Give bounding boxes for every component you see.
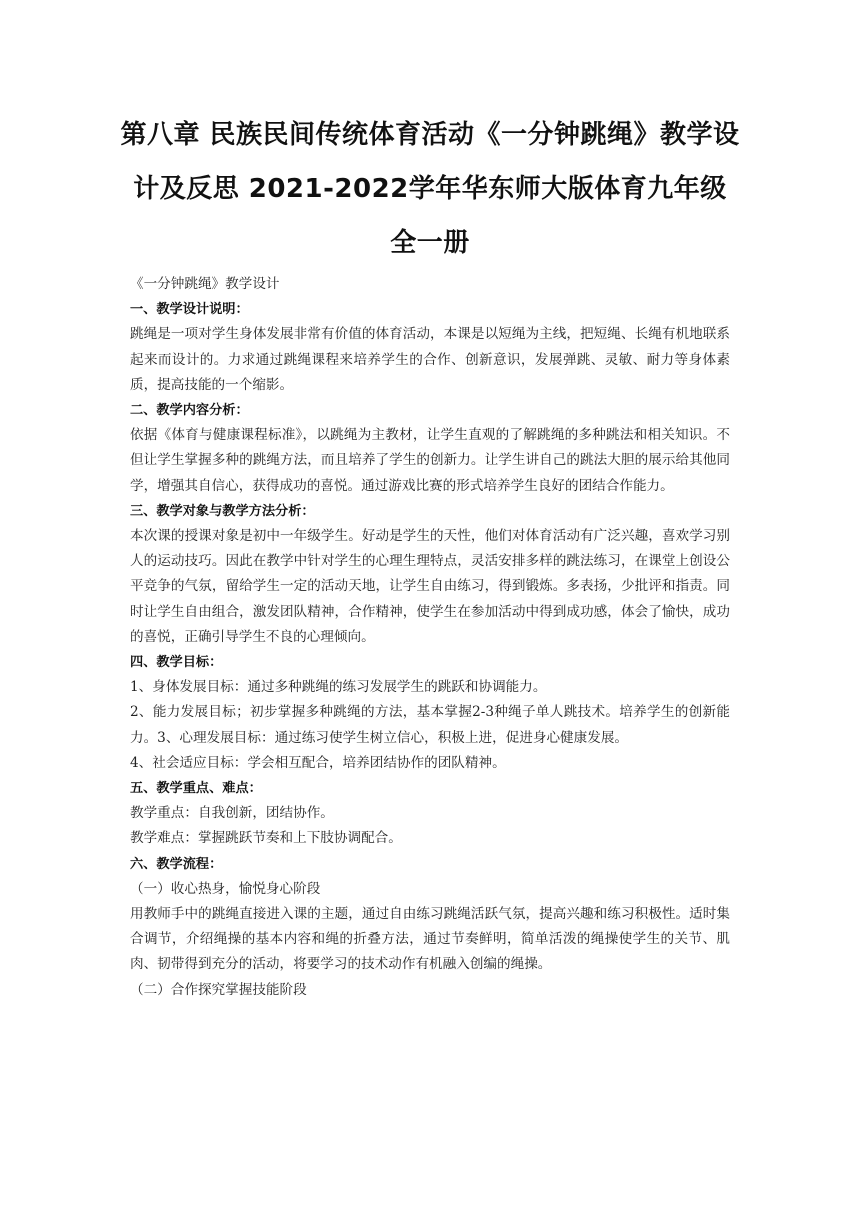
document-body [130, 272, 730, 1003]
section-4-paragraph-3: 4、社会适应目标：学会相互配合，培养团结协作的团队精神。 [130, 754, 506, 771]
section-heading-1: 一、教学设计说明： [130, 302, 249, 318]
section-6-paragraph-3: （二）合作探究掌握技能阶段 [130, 981, 307, 998]
section-heading-4: 四、教学目标： [130, 655, 223, 671]
document-subtitle: 《一分钟跳绳》教学设计 [130, 276, 280, 292]
section-heading-6: 六、教学流程： [130, 856, 223, 872]
section-2-paragraph-1: 依据《体育与健康课程标准》，以跳绳为主教材，让学生直观的了解跳绳的多种跳法和相关知识。不但让学生掌握多种的跳绳方法，而且培养了学生的创新力。让学生讲自己的跳法大胆的展示给其他同学，增强其自信心，获得成功的喜悦。通过游戏比赛的形式培养学生良好的团结合作能力。 [130, 427, 730, 494]
section-heading-3: 三、教学对象与教学方法分析： [130, 503, 315, 519]
section-6-paragraph-1: （一）收心热身，愉悦身心阶段 [130, 880, 321, 897]
section-5-paragraph-1: 教学重点：自我创新，团结协作。 [130, 805, 334, 822]
section-heading-5: 五、教学重点、难点： [130, 781, 262, 797]
document-title: 第八章 民族民间传统体育活动《一分钟跳绳》教学设计及反思 2021-2022学年华东师大版体育九年级全一册 [120, 120, 740, 258]
section-4-paragraph-2: 2、能力发展目标；初步掌握多种跳绳的方法，基本掌握2-3种绳子单人跳技术。培养学生的创新能力。3、心理发展目标：通过练习使学生树立信心，积极上进，促进身心健康发展。 [130, 704, 730, 746]
section-heading-2: 二、教学内容分析： [130, 403, 249, 419]
section-4-paragraph-1: 1、身体发展目标：通过多种跳绳的练习发展学生的跳跃和协调能力。 [130, 679, 547, 696]
section-6-paragraph-2: 用教师手中的跳绳直接进入课的主题，通过自由练习跳绳活跃气氛，提高兴趣和练习积极性。适时集合调节，介绍绳操的基本内容和绳的折叠方法，通过节奏鲜明，简单活泼的绳操使学生的关节、肌肉、韧带得到充分的活动，将要学习的技术动作有机融入创编的绳操。 [130, 906, 730, 973]
section-5-paragraph-2: 教学难点：掌握跳跃节奏和上下肢协调配合。 [130, 830, 402, 847]
section-1-paragraph-1: 跳绳是一项对学生身体发展非常有价值的体育活动，本课是以短绳为主线，把短绳、长绳有机地联系起来而设计的。力求通过跳绳课程来培养学生的合作、创新意识，发展弹跳、灵敏、耐力等身体素质，提高技能的一个缩影。 [130, 326, 730, 393]
section-3-paragraph-1: 本次课的授课对象是初中一年级学生。好动是学生的天性，他们对体育活动有广泛兴趣，喜欢学习别人的运动技巧。因此在教学中针对学生的心理生理特点，灵活安排多样的跳法练习，在课堂上创设公平竞争的气氛，留给学生一定的活动天地，让学生自由练习，得到锻炼。多表扬，少批评和指责。同时让学生自由组合，激发团队精神，合作精神，使学生在参加活动中得到成功感，体会了愉快，成功的喜悦，正确引导学生不良的心理倾向。 [130, 528, 730, 645]
